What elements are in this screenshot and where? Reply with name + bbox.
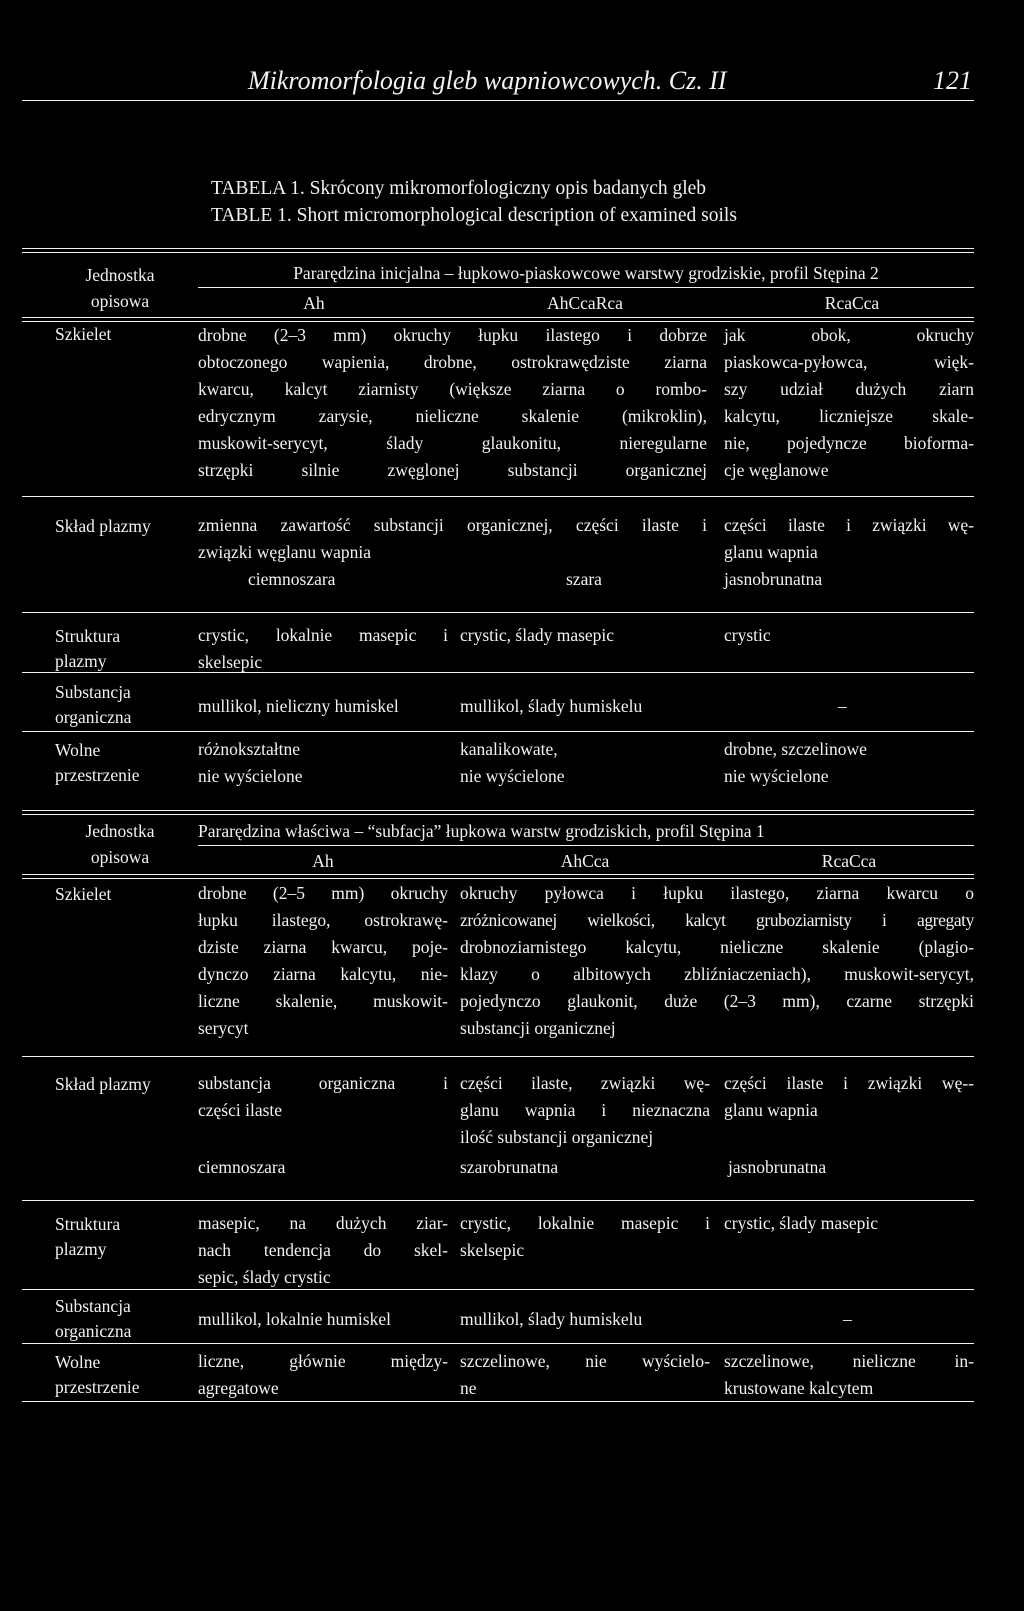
horizon-ah-1: Ah	[303, 293, 325, 313]
running-head-title: Mikromorfologia gleb wapniowcowych. Cz. II	[248, 66, 727, 95]
substancja-ahcca-2: mullikol, ślady humiskelu	[460, 1309, 643, 1329]
row-label-szkielet-1: Szkielet	[55, 324, 112, 344]
sklad-ahcca-2: części ilaste, związki wę- glanu wapnia i nieznaczna ilość substancji organicznej	[460, 1073, 710, 1147]
substancja-ah-2: mullikol, lokalnie humiskel	[198, 1309, 391, 1329]
row-rule-2c	[22, 1289, 974, 1290]
horizon-rcacca-1: RcaCca	[824, 293, 880, 313]
row-rule-2b	[22, 1200, 974, 1201]
wolne-rcacca-1: drobne, szczelinowe nie wyścielone	[724, 739, 867, 786]
color-ah-2: ciemnoszara	[198, 1157, 286, 1177]
sklad-rcacca-2: części ilaste i związki wę-- glanu wapnia	[724, 1073, 974, 1120]
substancja-rcacca-2: –	[843, 1309, 852, 1329]
header-rule-2	[22, 874, 974, 879]
row-rule-1a	[22, 496, 974, 497]
table-bottom-rule	[22, 1401, 974, 1402]
row-label-wolne-1: Wolne przestrzenie	[55, 740, 140, 785]
row-rule-1b	[22, 612, 974, 613]
color-rcacca-1: jasnobrunatna	[724, 569, 823, 589]
page-number: 121	[933, 66, 972, 95]
szkielet-left-1: drobne (2–3 mm) okruchy łupku ilastego i dobrze obtoczonego wapienia, drobne, ostrokrawędziste ziarna kwarcu, kalcyt ziarnisty (większe ziarna o rombo- edrycznym zarysie, nieliczne skalenie (mikroklin), muskowit-serycyt, ślady glaukonitu, nieregularne strzępki silnie zwęglonej substancji organicznej	[198, 325, 707, 480]
wolne-rcacca-2: szczelinowe, nieliczne in- krustowane kalcytem	[724, 1351, 974, 1398]
szkielet-left-2: drobne (2–5 mm) okruchy łupku ilastego, ostrokrawę- dziste ziarna kwarcu, poje- dynczo ziarna kalcytu, nie- liczne skalenie, muskowit- serycyt	[198, 883, 448, 1038]
profile-underline-1	[198, 287, 974, 288]
substancja-rcacca-1: –	[838, 696, 847, 716]
unit-label-2: Jednostka opisowa	[85, 821, 155, 867]
row-rule-1c	[22, 672, 974, 673]
szkielet-right-2: okruchy pyłowca i łupku ilastego, ziarna kwarcu o zróżnicowanej wielkości, kalcyt gruboziarnisty i agregaty drobnoziarnistego kalcytu, nieliczne skalenie (plagio- klazy o albitowych zbliźniaczeniach), muskowit-serycyt, pojedynczo glaukonit, duże (2–3 mm), czarne strzępki substancji organicznej	[460, 883, 974, 1038]
substancja-ah-1: mullikol, nieliczny humiskel	[198, 696, 399, 716]
struktura-ah-2: masepic, na dużych ziar- nach tendencja do skel- sepic, ślady crystic	[198, 1213, 448, 1287]
struktura-rcacca-1: crystic	[724, 625, 771, 645]
row-rule-2d	[22, 1343, 974, 1344]
table-caption-en: TABLE 1. Short micromorphological description of examined soils	[211, 205, 737, 226]
row-label-wolne-2: Wolne przestrzenie	[55, 1352, 140, 1397]
running-head	[22, 62, 974, 101]
sklad-left-1: zmienna zawartość substancji organicznej, części ilaste i związki węglanu wapnia	[198, 515, 707, 562]
sklad-ah-2: substancja organiczna i części ilaste	[198, 1073, 448, 1120]
row-label-struktura-2: Struktura plazmy	[55, 1214, 121, 1259]
struktura-ah-1: crystic, lokalnie masepic i skelsepic	[198, 625, 448, 672]
horizon-ah-2: Ah	[312, 851, 334, 871]
table-caption-pl: TABELA 1. Skrócony mikromorfologiczny opis badanych gleb	[211, 178, 707, 199]
row-label-szkielet-2: Szkielet	[55, 884, 112, 904]
wolne-ahcca-2: szczelinowe, nie wyścielo- ne	[460, 1351, 710, 1398]
struktura-rcacca-2: crystic, ślady masepic	[724, 1213, 879, 1233]
sklad-right-1: części ilaste i związki wę- glanu wapnia	[724, 515, 974, 562]
substancja-ahcca-1: mullikol, ślady humiskelu	[460, 696, 643, 716]
color-ah-1: ciemnoszara	[248, 569, 336, 589]
szkielet-right-1: jak obok, okruchy piaskowca-pyłowca, więk- szy udział dużych ziarn kalcytu, liczniejsze skale- nie, pojedyncze bioforma- cje węglanowe	[724, 325, 974, 480]
struktura-ahcca-2: crystic, lokalnie masepic i skelsepic	[460, 1213, 710, 1260]
profile-title-2: Pararędzina właściwa – “subfacja” łupkowa warstw grodziskich, profil Stępina 1	[198, 821, 765, 841]
wolne-ah-2: liczne, głównie między- agregatowe	[198, 1351, 448, 1398]
horizon-ahccarca-1: AhCcaRca	[547, 293, 623, 313]
section-rule-2	[22, 810, 974, 815]
row-label-sklad-2: Skład plazmy	[55, 1074, 151, 1094]
wolne-ah-1: różnokształtne nie wyścielone	[198, 739, 303, 786]
row-rule-1d	[22, 731, 974, 732]
color-rcacca-2: jasnobrunatna	[728, 1157, 827, 1177]
struktura-ahcca-1: crystic, ślady masepic	[460, 625, 615, 645]
row-label-sklad-1: Skład plazmy	[55, 516, 151, 536]
wolne-ahcca-1: kanalikowate, nie wyścielone	[460, 739, 565, 786]
horizon-ahcca-2: AhCca	[560, 851, 610, 871]
row-rule-2a	[22, 1056, 974, 1057]
row-label-substancja-2: Substancja organiczna	[55, 1296, 132, 1341]
table-top-rule	[22, 248, 974, 253]
profile-title-1: Pararędzina inicjalna – łupkowo-piaskowcowe warstwy grodziskie, profil Stępina 2	[293, 263, 879, 283]
profile-underline-2	[198, 845, 974, 846]
row-label-substancja-1: Substancja organiczna	[55, 682, 132, 727]
horizon-rcacca-2: RcaCca	[821, 851, 877, 871]
color-ahcca-1: szara	[566, 569, 602, 589]
color-ahcca-2: szarobrunatna	[460, 1157, 559, 1177]
row-label-struktura-1: Struktura plazmy	[55, 626, 121, 671]
unit-label-1: Jednostka opisowa	[85, 265, 155, 311]
